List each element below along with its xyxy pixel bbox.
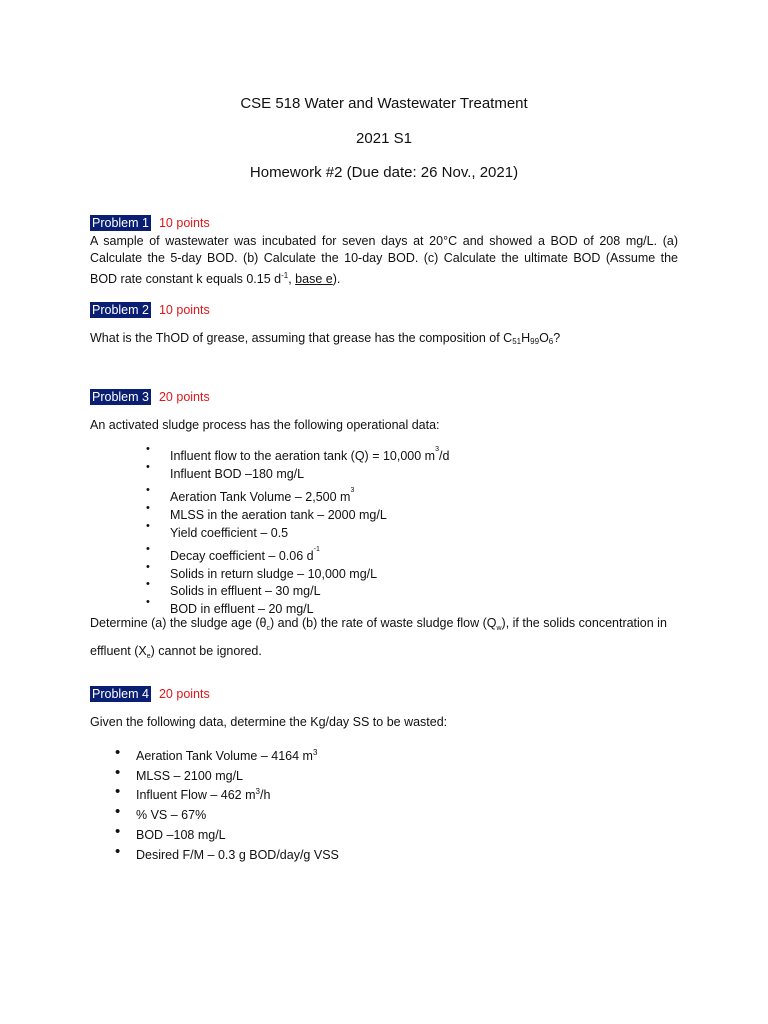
problem-1-end: ). <box>332 272 341 286</box>
list-item <box>170 518 288 542</box>
bullet-icon: • <box>146 520 150 532</box>
list-item-text: Influent Flow – 462 m <box>136 788 256 802</box>
x-subscript: e <box>146 653 151 660</box>
list-item-text: Influent BOD –180 mg/L <box>170 467 305 481</box>
problem-2-text <box>90 330 678 350</box>
bullet-icon: • <box>146 461 150 473</box>
problem-1-label: Problem 1 <box>92 216 149 230</box>
list-item-text: MLSS – 2100 mg/L <box>136 769 244 783</box>
question-part-d: effluent (X <box>90 644 147 658</box>
list-item-superscript: 3 <box>312 748 318 757</box>
problem-2-end: ? <box>553 331 561 345</box>
question-part-b: ) and (b) the rate of waste sludge flow (Q <box>269 616 497 630</box>
bullet-icon: • <box>115 783 121 800</box>
list-item-text: % VS – 67% <box>136 808 207 822</box>
bullet-icon: • <box>146 443 150 455</box>
problem-2-label: Problem 2 <box>92 303 149 317</box>
list-item-text: Influent flow to the aeration tank (Q) = 10,000 m <box>170 449 436 463</box>
question-part-a: Determine (a) the sludge age (θ <box>90 616 267 630</box>
bullet-icon: • <box>115 744 121 761</box>
list-item-text: Solids in return sludge – 10,000 mg/L <box>170 567 378 581</box>
list-item <box>136 823 226 844</box>
bullet-icon: • <box>115 823 121 840</box>
bullet-icon: • <box>115 803 121 820</box>
hydrogen-subscript: 99 <box>530 337 540 346</box>
rate-exponent: -1 <box>281 271 289 280</box>
list-item-text: MLSS in the aeration tank – 2000 mg/L <box>170 508 387 522</box>
problem-4-points: 20 points <box>158 687 210 701</box>
problem-3-question <box>90 612 678 668</box>
list-item-text: Aeration Tank Volume – 4164 m <box>136 749 313 763</box>
carbon-subscript: 51 <box>512 337 522 346</box>
list-item-superscript: 3 <box>350 487 355 494</box>
list-item-text: Solids in effluent – 30 mg/L <box>170 584 321 598</box>
list-item-text: Aeration Tank Volume – 2,500 m <box>170 490 351 504</box>
list-item-text: Yield coefficient – 0.5 <box>170 526 289 540</box>
list-item-superscript: 3 <box>255 787 260 796</box>
list-item <box>170 459 304 483</box>
problem-1-body: A sample of wastewater was incubated for seven days at 20°C and showed a BOD of 208 mg/L. (a) Calculate the 5-day BOD. (b) Calculate the 10-day BOD. (c) Calculate the ultimate BOD (Assume the BOD rate constant k equals 0.15 d <box>90 234 678 286</box>
bullet-icon: • <box>146 596 150 608</box>
base-e-text: base e <box>295 272 333 286</box>
list-item <box>136 744 317 765</box>
bullet-icon: • <box>146 502 150 514</box>
problem-3-label: Problem 3 <box>92 390 149 404</box>
theta-subscript: c <box>266 625 270 632</box>
list-item-text: BOD –108 mg/L <box>136 828 226 842</box>
course-title: CSE 518 Water and Wastewater Treatment <box>240 95 528 112</box>
q-subscript: w <box>496 625 502 632</box>
list-item-superscript: -1 <box>313 546 320 553</box>
bullet-icon: • <box>115 843 121 860</box>
problem-1-separator: , <box>288 272 296 286</box>
list-item-suffix: /h <box>259 788 271 802</box>
problem-1-points: 10 points <box>158 216 210 230</box>
problem-3-intro: An activated sludge process has the following operational data: <box>90 418 440 432</box>
list-item <box>136 764 243 785</box>
term-line: 2021 S1 <box>356 130 412 147</box>
list-item-superscript: 3 <box>435 446 439 453</box>
problem-1-text <box>90 233 678 288</box>
hydrogen-symbol: H <box>521 331 531 345</box>
homework-title: Homework #2 (Due date: 26 Nov., 2021) <box>249 164 519 181</box>
problem-4-intro: Given the following data, determine the Kg/day SS to be wasted: <box>90 715 448 729</box>
list-item <box>136 783 270 804</box>
problem-2-points: 10 points <box>158 303 210 317</box>
bullet-icon: • <box>146 561 150 573</box>
bullet-icon: • <box>146 484 150 496</box>
problem-4-label: Problem 4 <box>92 687 149 701</box>
list-item-text: BOD in effluent – 20 mg/L <box>170 602 314 616</box>
question-part-e: ) cannot be ignored. <box>150 644 262 658</box>
problem-3-points: 20 points <box>158 390 210 404</box>
question-part-c: ), if the solids concentration in <box>501 616 667 630</box>
problem-1-heading <box>90 215 210 231</box>
list-item-text: Decay coefficient – 0.06 d <box>170 549 314 563</box>
oxygen-symbol: O <box>539 331 549 345</box>
problem-3-heading <box>90 389 210 405</box>
bullet-icon: • <box>115 764 121 781</box>
problem-2-question: What is the ThOD of grease, assuming that grease has the composition of C <box>90 331 513 345</box>
bullet-icon: • <box>146 578 150 590</box>
problem-4-heading <box>90 686 210 702</box>
list-item <box>136 803 206 824</box>
list-item-suffix: /d <box>439 449 450 463</box>
oxygen-subscript: 6 <box>548 337 554 346</box>
list-item-text: Desired F/M – 0.3 g BOD/day/g VSS <box>136 848 339 862</box>
list-item <box>136 843 339 864</box>
bullet-icon: • <box>146 543 150 555</box>
problem-2-heading <box>90 302 210 318</box>
